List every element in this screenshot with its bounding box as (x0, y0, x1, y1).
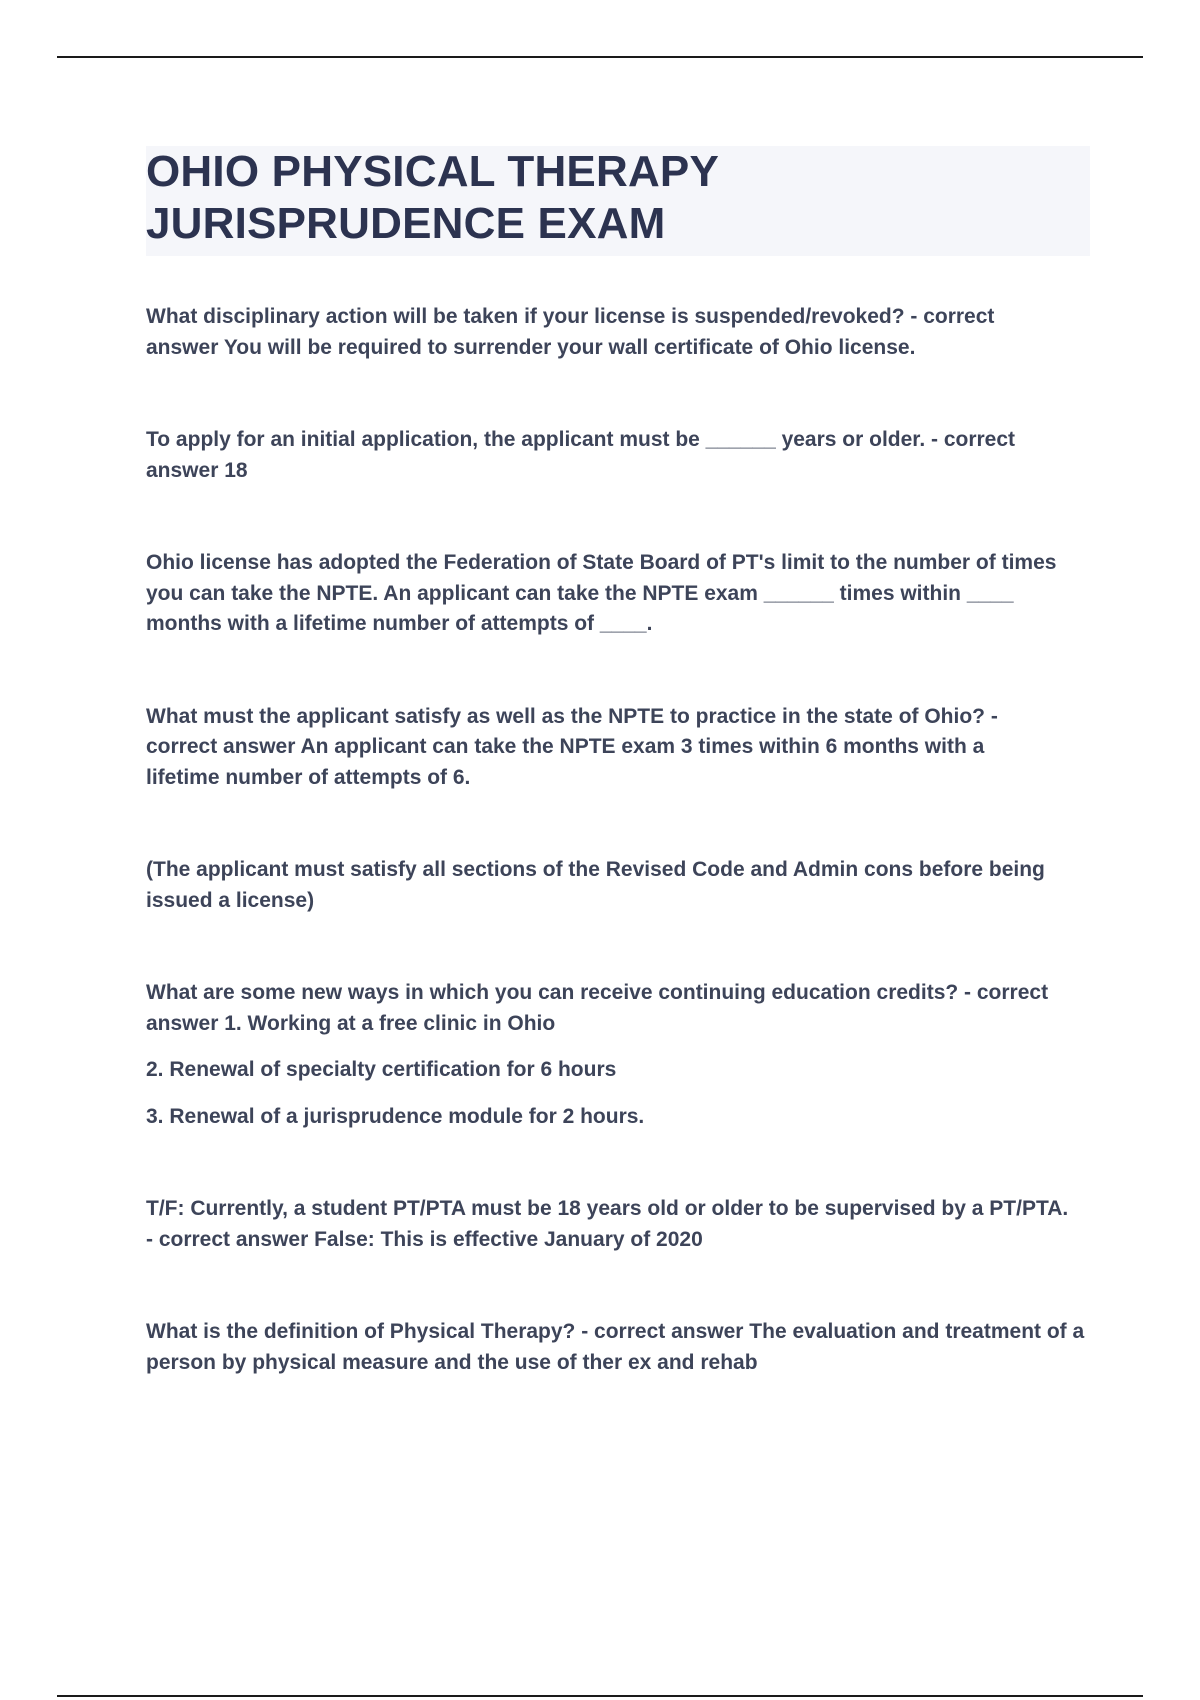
qa-item-continuing-education-point-3: 3. Renewal of a jurisprudence module for 2 hours. (146, 1104, 645, 1128)
qa-item-student-supervision: T/F: Currently, a student PT/PTA must be 18 years old or older to be supervised by a PT/PTA. - correct answer False: This is effective January of 2020 (146, 1197, 1069, 1251)
qa-item-npte-limits: Ohio license has adopted the Federation of State Board of PT's limit to the number of times you can take the NPTE. An applicant can take the NPTE exam ______ times within ____ months with a lifetime number of attempts of ____. (146, 551, 1057, 635)
qa-item-minimum-age: To apply for an initial application, the applicant must be ______ years or older. - correct answer 18 (146, 428, 1016, 482)
qa-item-revised-code-note: (The applicant must satisfy all sections of the Revised Code and Admin cons before being issued a license) (146, 858, 1045, 912)
qa-item-continuing-education: What are some new ways in which you can receive continuing education credits? - correct answer 1. Working at a free clinic in Ohio (146, 981, 1049, 1035)
document-body (146, 302, 1090, 1378)
top-rule (57, 56, 1143, 58)
title-block (146, 146, 1090, 256)
document-title: OHIO PHYSICAL THERAPY JURISPRUDENCE EXAM (146, 147, 719, 248)
bottom-rule (57, 1695, 1143, 1697)
qa-item-applicant-requirements: What must the applicant satisfy as well as the NPTE to practice in the state of Ohio? - correct answer An applicant can take the NPTE exam 3 times within 6 months with a lifetime number of attempts of 6. (146, 704, 998, 789)
qa-item-disciplinary-action: What disciplinary action will be taken if your license is suspended/revoked? - correct answer You will be required to surrender your wall certificate of Ohio license. (146, 305, 995, 359)
qa-item-continuing-education-point-2: 2. Renewal of specialty certification for 6 hours (146, 1058, 617, 1081)
qa-item-pt-definition: What is the definition of Physical Therapy? - correct answer The evaluation and treatment of a person by physical measure and the use of ther ex and rehab (146, 1320, 1085, 1374)
